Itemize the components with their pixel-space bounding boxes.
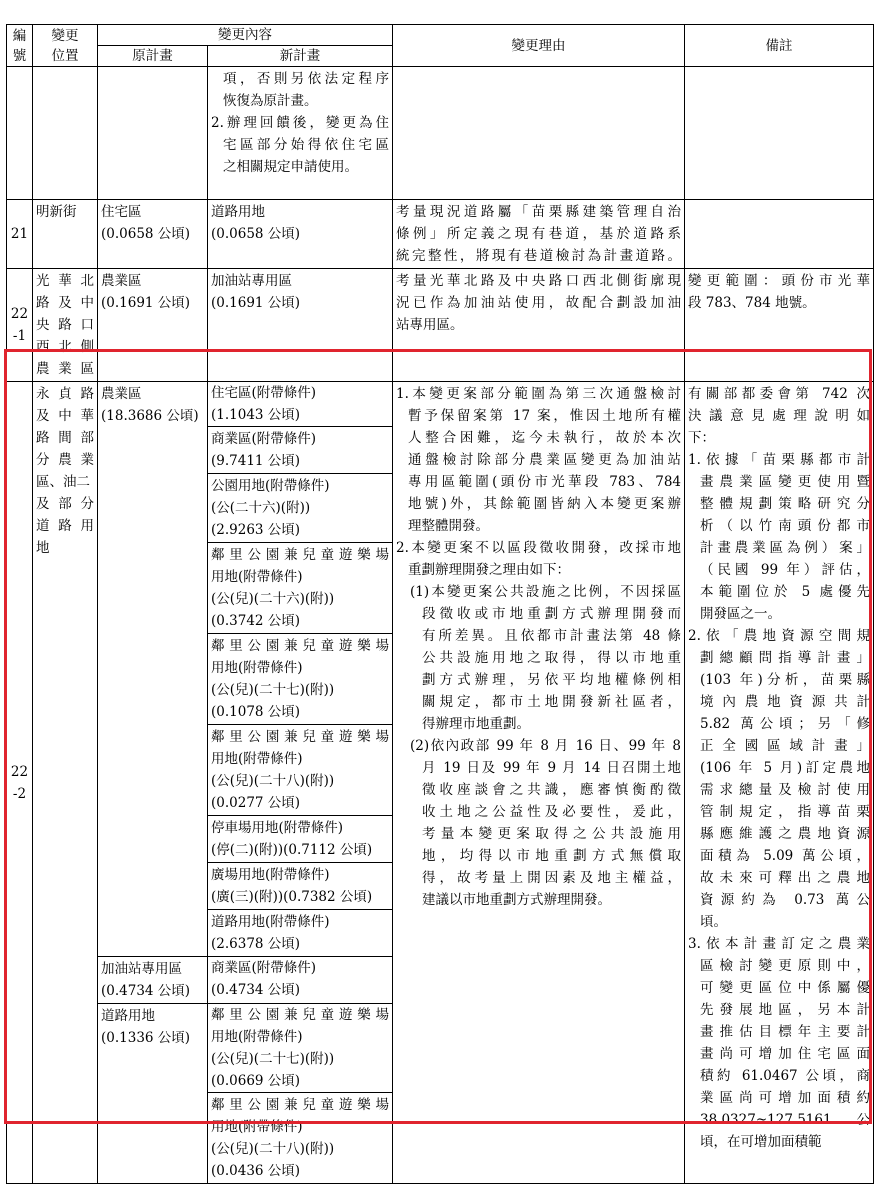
text-line: 用地(附帶條件)	[211, 751, 303, 767]
cont-original-cell	[98, 67, 208, 200]
cont-location-cell	[33, 67, 98, 200]
new-plan-item	[208, 862, 392, 909]
text-line: 可變更區位中係屬優	[700, 980, 870, 996]
text-line: 計畫農業區為例）案」	[700, 540, 870, 556]
text-line: 路間部	[36, 430, 94, 446]
cont-new-cell	[208, 67, 393, 200]
text-line: 有所差異。且依都市計畫法第 48 條	[422, 628, 681, 644]
text-line: (公(兒)(二十七)(附))	[211, 1051, 335, 1067]
text-line: (2)依內政部 99 年 8 月 16 日、99 年 8	[410, 738, 681, 754]
text-line: 鄰里公園兼兒童遊樂場	[211, 638, 389, 654]
text-line: 需求總量及檢討使用	[700, 782, 870, 798]
text-line: 收土地之公益性及必要性，爰此，	[422, 804, 681, 820]
new-plan-item	[208, 957, 392, 1001]
text-line: 3.依本計畫訂定之農業	[688, 936, 870, 952]
row22-2-original-b	[98, 957, 208, 1004]
text-line: 永貞路	[36, 386, 94, 402]
text-line: 廣場用地(附帶條件)	[211, 867, 330, 883]
text-line: (停(二)(附))(0.7112 公頃)	[211, 842, 373, 858]
text-line: 站專用區。	[396, 317, 464, 333]
table-row-22-2a	[7, 382, 874, 957]
text-line: 人整合困難，迄今未執行，故於本次	[408, 430, 681, 446]
text-line: 商業區(附帶條件)	[211, 431, 317, 447]
text-line: 區、油二	[36, 474, 90, 490]
text-line: (0.0669 公頃)	[211, 1073, 301, 1089]
text-line: (1.1043 公頃)	[211, 407, 301, 423]
text-line: 2.依「農地資源空間規	[688, 628, 870, 644]
text-line: 央路口	[36, 317, 94, 333]
text-line: 整體規劃策略研究分	[700, 496, 870, 512]
text-line: 專用區範圍(頭份市光華段 783、784	[408, 474, 681, 490]
text-line: 畫尚可增加住宅區面	[700, 1046, 870, 1062]
text-line: 西北側	[36, 339, 94, 355]
text-line: 變更範圍：頭份市光華	[688, 273, 870, 289]
text-line: 公園用地(附帶條件)	[211, 478, 330, 494]
text-line: 路及中	[36, 295, 94, 311]
text-line: 考量光華北路及中央路口西北側街廓現	[396, 273, 681, 289]
row22-2-new-a	[208, 382, 393, 957]
text-line: 析（以竹南頭份都市	[700, 518, 870, 534]
text-line: (0.0436 公頃)	[211, 1163, 301, 1179]
text-line: (公(兒)(二十六)(附))	[211, 591, 335, 607]
text-line: 統完整性，將現有巷道檢討為計畫道路。	[396, 248, 681, 264]
text-line: 用地(附帶條件)	[211, 569, 303, 585]
text-line: 縣應維護之農地資源	[700, 826, 870, 842]
row21-reason	[393, 200, 685, 269]
text-line: 鄰里公園兼兒童遊樂場	[211, 1097, 389, 1113]
text-line: 及中華	[36, 408, 94, 424]
header-no-label: 編 號	[12, 27, 27, 64]
header-new: 新計畫	[208, 46, 393, 67]
text-line: 況已作為加油站使用，故配合劃設加油	[396, 295, 681, 311]
text-line: 畫農業區變更使用暨	[700, 474, 870, 490]
new-plan-item	[208, 633, 392, 724]
text-line: 5.82 萬公頃；另「修	[700, 716, 870, 732]
text-line: 段 783、784 地號。	[688, 295, 816, 311]
header-remarks: 備註	[685, 25, 874, 67]
text-line: (0.4734 公頃)	[211, 982, 301, 998]
text-line: 用地(附帶條件)	[211, 660, 303, 676]
text-line: 面積為 5.09 萬公頃，	[700, 848, 870, 864]
text-line: 本範圍位於 5 處優先	[700, 584, 870, 600]
text-line: (0.1336 公頃)	[101, 1030, 191, 1046]
text-line: 劃方式辦理，另依平均地權條例相	[422, 672, 681, 688]
text-line: 地	[36, 540, 50, 556]
text-line: 畫推估目標年主要計	[700, 1024, 870, 1040]
cont-reason-cell	[393, 67, 685, 200]
text-line: 用地(附帶條件)	[211, 1119, 303, 1135]
new-plan-item	[208, 909, 392, 956]
row22-2-new-b	[208, 957, 393, 1004]
text-line: 得辦理市地重劃。	[422, 716, 530, 732]
header-content: 變更內容	[98, 25, 393, 46]
text-line: 鄰里公園兼兒童遊樂場	[211, 547, 389, 563]
text-line: 分農業	[36, 452, 94, 468]
text-line: 條例」所定義之現有巷道，基於道路系	[396, 226, 681, 242]
row22-2-location	[33, 382, 98, 1184]
text-line: 資源約為 0.73 萬公	[700, 892, 870, 908]
cont-no-cell	[7, 67, 33, 200]
text-line: (106 年 5 月)訂定農地	[700, 760, 870, 776]
text-line: 頃。	[700, 914, 727, 930]
new-plan-item	[208, 1092, 392, 1183]
text-line: 故未來可釋出之農地	[700, 870, 870, 886]
new-plan-item	[208, 426, 392, 473]
row22-2-remarks	[685, 382, 874, 1184]
row22-1-remarks	[685, 269, 874, 382]
text-line: (公(兒)(二十八)(附))	[211, 773, 335, 789]
text-line: (廣(三)(附))(0.7382 公頃)	[211, 889, 373, 905]
row22-2-reason	[393, 382, 685, 1184]
text-line: (103 年)分析，苗栗縣	[700, 672, 870, 688]
row21-new	[208, 200, 393, 269]
text-line: (0.0277 公頃)	[211, 795, 301, 811]
text-line: 22	[10, 763, 29, 780]
text-line: 理整體開發。	[408, 518, 489, 534]
row21-original	[98, 200, 208, 269]
text-line: -1	[12, 328, 27, 344]
text-line: 加油站專用區	[101, 961, 182, 977]
text-line: (0.3742 公頃)	[211, 613, 301, 629]
text-line: (0.0658 公頃)	[101, 226, 191, 242]
text-line: (9.7411 公頃)	[211, 453, 301, 469]
text-line: (0.1691 公頃)	[101, 295, 191, 311]
table-row-22-1	[7, 269, 874, 382]
text-line: (公(二十六)(附))	[211, 500, 311, 516]
text-line: 及部分	[36, 496, 94, 512]
text-line: -2	[12, 785, 27, 802]
row22-2-original-a	[98, 382, 208, 957]
row22-2-no	[7, 382, 33, 1184]
change-table	[6, 24, 874, 1184]
change-table-document	[6, 24, 873, 1184]
text-line: 得，故考量上開因素及地主權益，	[422, 870, 681, 886]
text-line: 業區尚可增加面積約	[700, 1090, 870, 1106]
text-line: 加油站專用區	[211, 273, 292, 289]
text-line: 22	[10, 306, 29, 322]
header-original: 原計畫	[98, 46, 208, 67]
text-line: 之相關規定申請使用。	[223, 159, 358, 175]
text-line: 重劃辦理開發之理由如下：	[408, 562, 570, 578]
header-no	[7, 25, 33, 67]
text-line: 鄰里公園兼兒童遊樂場	[211, 729, 389, 745]
text-line: 停車場用地(附帶條件)	[211, 820, 344, 836]
text-line: 商業區(附帶條件)	[211, 960, 317, 976]
text-line: 2.辦理回饋後，變更為住	[211, 115, 389, 131]
text-line: 建議以市地重劃方式辦理開發。	[422, 892, 611, 908]
text-line: 段徵收或市地重劃方式辦理開發而	[422, 606, 681, 622]
text-line: 通盤檢討除部分農業區變更為加油站	[408, 452, 681, 468]
text-line: (0.1691 公頃)	[211, 295, 301, 311]
row22-1-location	[33, 269, 98, 382]
new-plan-item	[208, 724, 392, 815]
text-line: 用地(附帶條件)	[211, 1029, 303, 1045]
text-line: 項，否則另依法定程序	[223, 71, 389, 87]
text-line: 農業區	[101, 273, 142, 289]
text-line: (2.6378 公頃)	[211, 936, 301, 952]
text-line: 決議意見處理說明如	[688, 408, 870, 424]
text-line: 正全國區域計畫」	[700, 738, 870, 754]
text-line: 先發展地區，另本計	[700, 1002, 870, 1018]
text-line: 38.0327~127.5161 公	[700, 1112, 870, 1128]
text-line: 1.本變更案部分範圍為第三次通盤檢討	[396, 386, 681, 402]
text-line: (0.1078 公頃)	[211, 704, 301, 720]
text-line: 住宅區(附帶條件)	[211, 385, 317, 401]
text-line: 1.依據「苗栗縣都市計	[688, 452, 870, 468]
new-plan-item	[208, 473, 392, 542]
row21-no: 21	[7, 200, 33, 269]
row22-1-no	[7, 269, 33, 382]
new-plan-item	[208, 1004, 392, 1092]
text-line: (公(兒)(二十七)(附))	[211, 682, 335, 698]
text-line: 徵收座談會之共識，應審慎衡酌徵	[422, 782, 681, 798]
new-plan-item	[208, 815, 392, 862]
text-line: 積約 61.0467 公頃，商	[700, 1068, 870, 1084]
cont-remarks-cell	[685, 67, 874, 200]
text-line: 恢復為原計畫。	[223, 93, 318, 109]
row22-2-original-c	[98, 1004, 208, 1184]
text-line: 境內農地資源共計	[700, 694, 870, 710]
new-plan-item	[208, 542, 392, 633]
text-line: (公(兒)(二十八)(附))	[211, 1141, 335, 1157]
text-line: 公共設施用地之取得，得以市地重	[422, 650, 681, 666]
text-line: 暫予保留案第 17 案，惟因土地所有權	[408, 408, 681, 424]
text-line: 劃總顧問指導計畫」	[700, 650, 870, 666]
header-location	[33, 25, 98, 67]
text-line: (0.0658 公頃)	[211, 226, 301, 242]
row22-1-original	[98, 269, 208, 382]
text-line: 考量現況道路屬「苗栗縣建築管理自治	[396, 204, 681, 220]
new-plan-item	[208, 382, 392, 426]
text-line: 月 19 日及 99 年 9 月 14 日召開土地	[422, 760, 681, 776]
text-line: 2.本變更案不以區段徵收開發，改採市地	[396, 540, 681, 556]
text-line: 農業區	[36, 361, 94, 377]
text-line: 道路用地	[101, 1008, 155, 1024]
text-line: 考量本變更案取得之公共設施用	[422, 826, 681, 842]
text-line: 農業區	[101, 386, 142, 402]
row22-1-reason	[393, 269, 685, 382]
row21-remarks	[685, 200, 874, 269]
text-line: 管制規定，指導苗栗	[700, 804, 870, 820]
row21-location: 明新街	[33, 200, 98, 269]
row22-1-new	[208, 269, 393, 382]
text-line: 道路用地	[211, 204, 265, 220]
text-line: 鄰里公園兼兒童遊樂場	[211, 1007, 389, 1023]
text-line: 開發區之一。	[700, 606, 781, 622]
text-line: 有關部都委會第 742 次	[688, 386, 870, 402]
text-line: 宅區部分始得依住宅區	[223, 137, 389, 153]
text-line: 住宅區	[101, 204, 142, 220]
text-line: 頃，在可增加面積範	[700, 1134, 822, 1150]
text-line: 道路用地(附帶條件)	[211, 914, 330, 930]
text-line: (0.4734 公頃)	[101, 983, 191, 999]
header-reason: 變更理由	[393, 25, 685, 67]
text-line: 光華北	[36, 273, 94, 289]
text-line: （民國 99 年）評估，	[700, 562, 870, 578]
table-row-continued	[7, 67, 874, 200]
table-row-21	[7, 200, 874, 269]
text-line: 地號)外，其餘範圍皆納入本變更案辦	[408, 496, 681, 512]
header-row-1	[7, 25, 874, 46]
text-line: 區檢討變更原則中，	[700, 958, 870, 974]
text-line: 關規定，都市土地開發新社區者，	[422, 694, 681, 710]
text-line: 地，均得以市地重劃方式無償取	[422, 848, 681, 864]
header-location-label: 變更 位置	[51, 27, 79, 64]
text-line: 道路用	[36, 518, 94, 534]
text-line: (1)本變更案公共設施之比例，不因採區	[410, 584, 681, 600]
text-line: (2.9263 公頃)	[211, 522, 301, 538]
text-line: (18.3686 公頃)	[101, 408, 199, 424]
row22-2-new-c	[208, 1004, 393, 1184]
text-line: 下：	[688, 430, 715, 446]
